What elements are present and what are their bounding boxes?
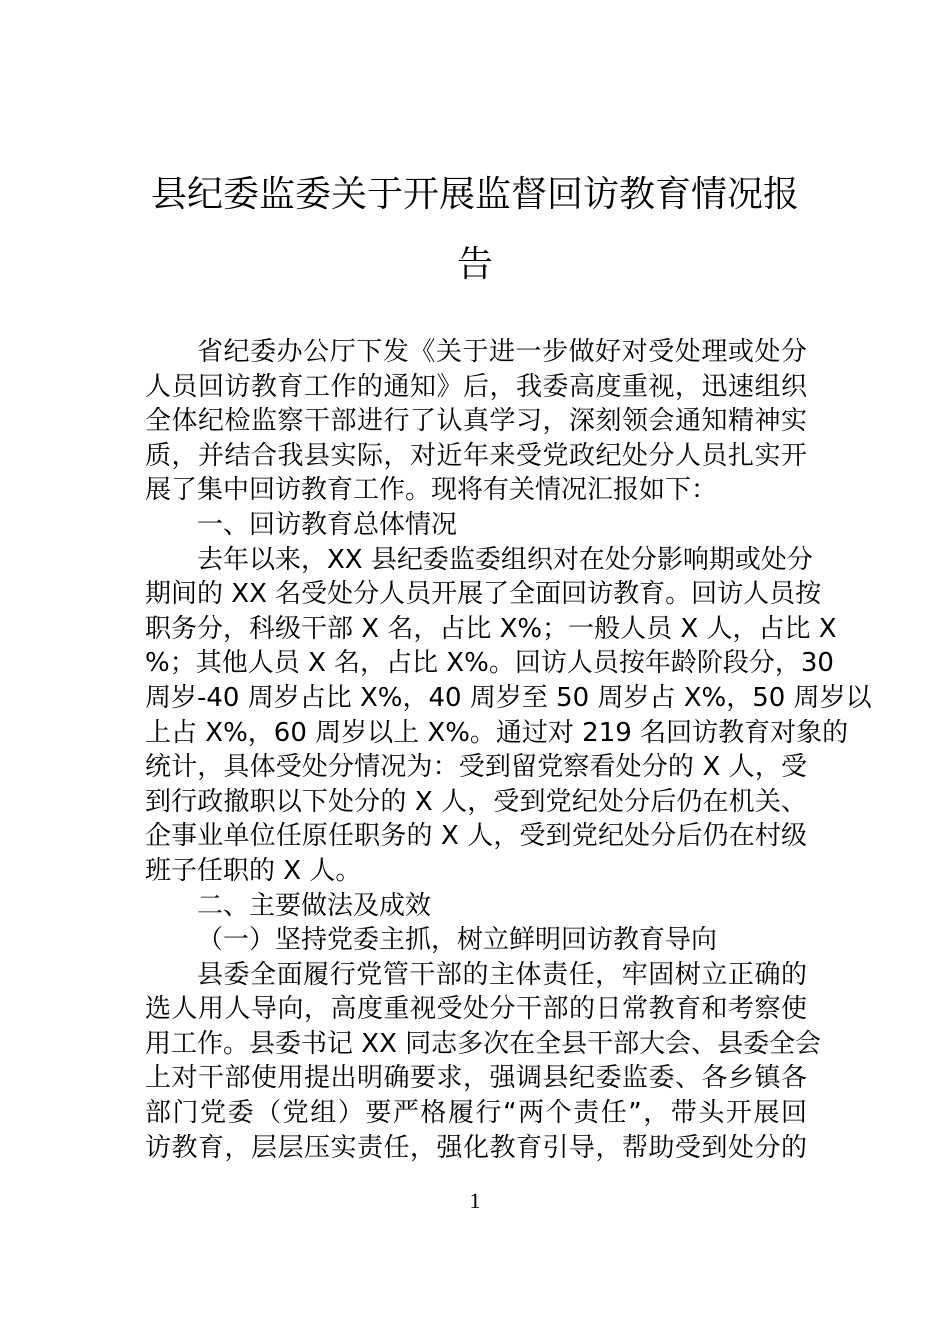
text-line: 展了集中回访教育工作。现将有关情况汇报如下： xyxy=(145,475,718,506)
text-line: 人员回访教育工作的通知》后，我委高度重视，迅速组织 xyxy=(145,371,807,402)
text-line: 县委全面履行党管干部的主体责任，牢固树立正确的 xyxy=(197,959,807,990)
paragraph xyxy=(145,508,807,543)
text-line: 部门党委（党组）要严格履行“两个责任”，带头开展回 xyxy=(145,1098,807,1129)
text-line: 用工作。县委书记 XX 同志多次在全县干部大会、县委全会 xyxy=(145,1028,822,1059)
title-line: 县纪委监委关于开展监督回访教育情况报 xyxy=(150,174,799,215)
text-line: 企事业单位任原任职务的 X 人，受到党纪处分后仍在村级 xyxy=(145,821,807,852)
text-line: 访教育，层层压实责任，强化教育引导，帮助受到处分的 xyxy=(145,1132,807,1163)
text-line: 统计，具体受处分情况为：受到留党察看处分的 X 人，受 xyxy=(145,752,807,783)
text-line: 上占 X%，60 周岁以上 X%。通过对 219 名回访教育对象的 xyxy=(145,717,849,748)
paragraph xyxy=(145,543,872,889)
text-line: 质，并结合我县实际，对近年来受党政纪处分人员扎实开 xyxy=(145,440,807,471)
document-title xyxy=(100,160,850,300)
text-line: 上对干部使用提出明确要求，强调县纪委监委、各乡镇各 xyxy=(145,1063,807,1094)
text-line: 一、回访教育总体情况 xyxy=(197,509,458,540)
text-line: 周岁-40 周岁占比 X%，40 周岁至 50 周岁占 X%，50 周岁以 xyxy=(145,682,872,713)
paragraph xyxy=(145,889,807,924)
text-line: 全体纪检监察干部进行了认真学习，深刻领会通知精神实 xyxy=(145,406,807,437)
paragraph xyxy=(145,923,807,958)
text-line: （一）坚持党委主抓，树立鲜明回访教育导向 xyxy=(197,925,718,956)
text-line: 选人用人导向，高度重视受处分干部的日常教育和考察使 xyxy=(145,994,807,1025)
paragraph xyxy=(145,335,807,508)
text-line: 二、主要做法及成效 xyxy=(197,890,432,921)
paragraph xyxy=(145,958,822,1166)
text-line: %；其他人员 X 名，占比 X%。回访人员按年龄阶段分，30 xyxy=(145,648,834,679)
text-line: 去年以来，XX 县纪委监委组织对在处分影响期或处分 xyxy=(197,544,813,575)
text-line: 到行政撤职以下处分的 X 人，受到党纪处分后仍在机关、 xyxy=(145,786,807,817)
text-line: 期间的 XX 名受处分人员开展了全面回访教育。回访人员按 xyxy=(145,579,822,610)
text-line: 省纪委办公厅下发《关于进一步做好对受处理或处分 xyxy=(197,337,807,367)
page-number: 1 xyxy=(469,1188,481,1213)
text-line: 职务分，科级干部 X 名，占比 X%；一般人员 X 人，占比 X xyxy=(145,613,837,644)
document-body xyxy=(145,335,872,1165)
title-line: 告 xyxy=(456,244,493,285)
text-line: 班子任职的 X 人。 xyxy=(145,855,362,886)
